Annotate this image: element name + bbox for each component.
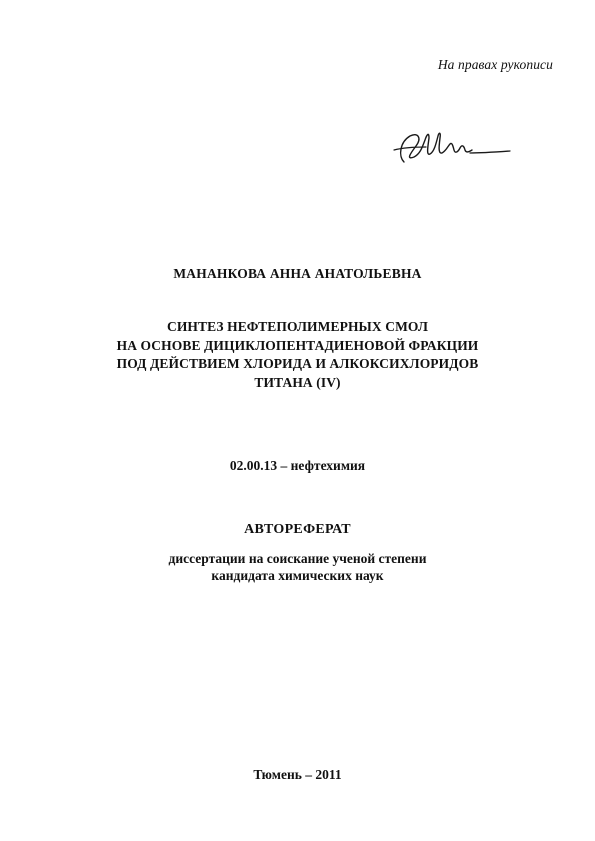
title-line: ПОД ДЕЙСТВИЕМ ХЛОРИДА И АЛКОКСИХЛОРИДОВ: [116, 356, 479, 371]
handwritten-signature-icon: [392, 126, 512, 168]
degree-line: диссертации на соискание ученой степени: [168, 551, 427, 566]
title-line: ТИТАНА (IV): [254, 374, 341, 390]
degree-line: кандидата химических наук: [211, 568, 384, 583]
specialty-code: 02.00.13 – нефтехимия: [229, 458, 366, 473]
author-name: МАНАНКОВА АННА АНАТОЛЬЕВНА: [173, 266, 422, 281]
title-line: НА ОСНОВЕ ДИЦИКЛОПЕНТАДИЕНОВОЙ ФРАКЦИИ: [116, 337, 479, 353]
dissertation-title: [0, 318, 595, 392]
abstract-heading: АВТОРЕФЕРАТ: [244, 522, 351, 537]
rights-note: На правах рукописи: [437, 57, 553, 72]
city-year: Тюмень – 2011: [253, 767, 342, 782]
degree-description: [0, 550, 595, 584]
title-line: СИНТЕЗ НЕФТЕПОЛИМЕРНЫХ СМОЛ: [166, 319, 429, 334]
